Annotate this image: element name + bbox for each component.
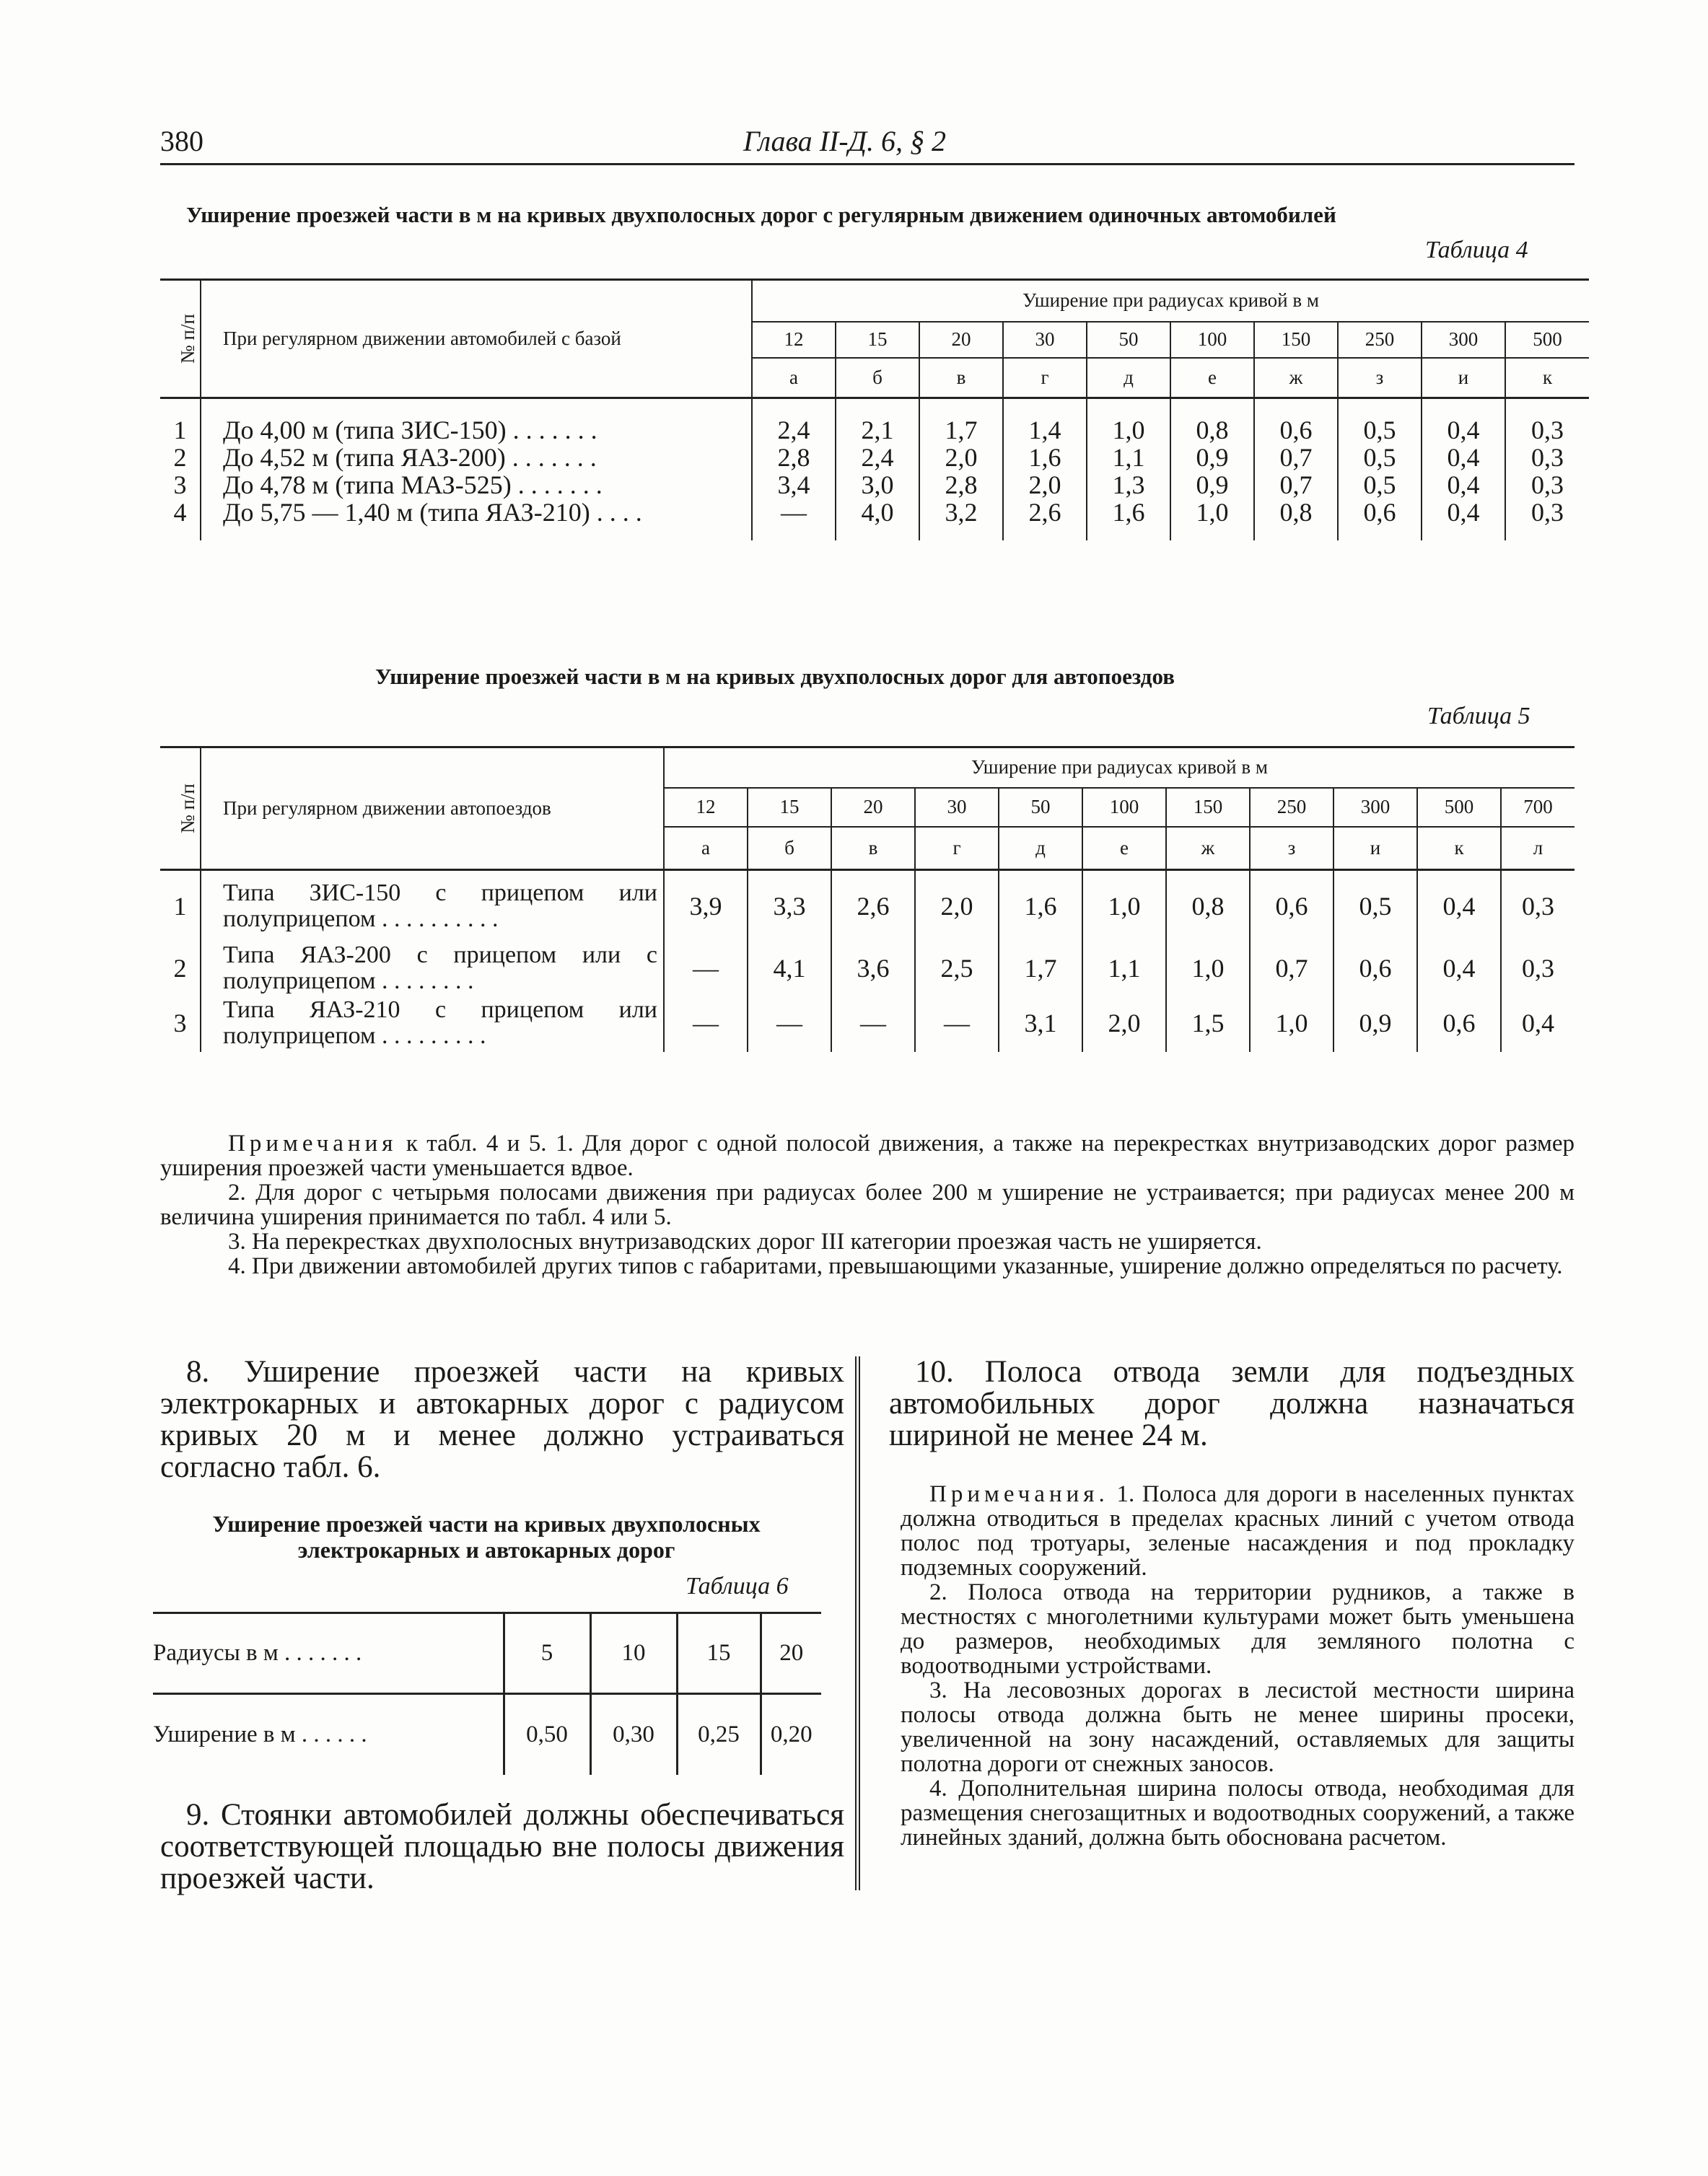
t4-row: [160, 471, 1589, 499]
table4-group-header: Уширение при радиусах кривой в м: [752, 280, 1589, 322]
t5-row-value: 3,1: [999, 994, 1082, 1052]
running-head: Глава II-Д. 6, § 2: [743, 125, 947, 157]
t4-row-value: 0,8: [1170, 398, 1254, 444]
table4: [160, 278, 1589, 540]
para-9: 9. Стоянки автомобилей должны обеспечиваться соответствующей площадью вне полосы движения проезжей части.: [160, 1798, 844, 1895]
t4-letter-header: е: [1170, 358, 1254, 398]
t5-row-value: 4,1: [748, 942, 831, 994]
t4-letter-header: и: [1422, 358, 1505, 398]
notes45-p1: [160, 1131, 1575, 1180]
t5-row-value: 0,4: [1417, 942, 1501, 994]
table6-widening-value: 0,20: [761, 1694, 821, 1775]
t5-row-value: 0,4: [1501, 994, 1575, 1052]
t4-letter-header: к: [1505, 358, 1589, 398]
t5-row-value: 0,6: [1417, 994, 1501, 1052]
t4-row-value: 3,2: [919, 499, 1003, 540]
column-separator: [855, 1356, 860, 1890]
t4-row-value: 1,0: [1170, 499, 1254, 540]
t4-row-value: 0,5: [1338, 444, 1422, 471]
t4-row-number: 4: [173, 498, 187, 527]
t5-row-value: —: [915, 994, 999, 1052]
t4-row-value: 1,3: [1087, 471, 1170, 499]
right-note-1-text: 1. Полоса для дороги в населенных пунктах должна отводиться в пределах красных линий с учетом отвода полос под тротуары, зеленые насаждения и под прокладку подземных сооружений.: [901, 1481, 1575, 1581]
t5-row-value: 0,4: [1417, 870, 1501, 942]
t4-radius-header: 250: [1338, 322, 1422, 358]
t5-row-number: 3: [173, 1008, 187, 1037]
t4-row-value: 1,6: [1003, 444, 1087, 471]
t4-row-value: 0,4: [1422, 499, 1505, 540]
table6-widening-label: Уширение в м . . . . . .: [153, 1721, 367, 1747]
t5-row: [160, 942, 1575, 994]
t5-row-value: —: [664, 994, 748, 1052]
para-10: 10. Полоса отвода земли для подъездных автомобильных дорог должна назначаться шириной не менее 24 м.: [889, 1355, 1575, 1452]
table4-title: Уширение проезжей части в м на кривых двухполосных дорог с регулярным движением одиночных автомобилей: [186, 202, 1336, 227]
t5-row-value: 0,3: [1501, 942, 1575, 994]
t4-row-value: 2,0: [919, 444, 1003, 471]
t5-row-value: 1,5: [1166, 994, 1250, 1052]
t4-radius-header: 150: [1254, 322, 1338, 358]
t4-letter-header: а: [752, 358, 836, 398]
t4-row-value: 0,3: [1505, 471, 1589, 499]
notes45-p1-text: к табл. 4 и 5. 1. Для дорог с одной полосой движения, а также на перекрестках внутризаводских дорог размер уширения проезжей части уменьшается вдвое.: [160, 1131, 1575, 1181]
t5-letter-header: и: [1333, 827, 1417, 870]
table4-num-header: № п/п: [160, 280, 201, 398]
t4-row-number: 3: [173, 470, 187, 499]
header-rule: [160, 163, 1575, 165]
t5-row-value: 1,6: [999, 870, 1082, 942]
t5-letter-header: в: [831, 827, 915, 870]
t5-row-value: 2,0: [915, 870, 999, 942]
table6-widening-value: 0,25: [677, 1694, 761, 1775]
table5-label: Таблица 5: [1427, 703, 1530, 729]
t4-row-value: 2,4: [836, 444, 919, 471]
table5-group-header: Уширение при радиусах кривой в м: [664, 747, 1575, 788]
right-note-2: 2. Полоса отвода на территории рудников, а также в местностях с многолетними культурами может быть уменьшена до размеров, необходимых для земляного полотна с водоотводными устройствами.: [901, 1579, 1575, 1679]
t4-letter-header: г: [1003, 358, 1087, 398]
t5-radius-header: 700: [1501, 788, 1575, 827]
t4-row-value: 4,0: [836, 499, 919, 540]
right-column-notes: [901, 1482, 1575, 1850]
table4-desc-header: При регулярном движении автомобилей с базой: [201, 280, 752, 398]
table5: [160, 746, 1575, 1052]
t4-row-value: 0,4: [1422, 471, 1505, 499]
table5-desc-header: При регулярном движении автопоездов: [201, 747, 664, 870]
t5-row-value: 1,7: [999, 942, 1082, 994]
t4-row-value: 1,4: [1003, 398, 1087, 444]
t4-row-value: 3,4: [752, 471, 836, 499]
t4-letter-header: ж: [1254, 358, 1338, 398]
t4-row-value: 2,1: [836, 398, 919, 444]
notes-tables-4-5: [160, 1131, 1575, 1278]
t5-radius-header: 250: [1250, 788, 1333, 827]
t4-radius-header: 20: [919, 322, 1003, 358]
right-note-3: 3. На лесовозных дорогах в лесистой местности ширина полосы отвода должна быть не менее ширины просеки, увеличенной на зону насаждений, оставляемых для защиты полотна дороги от снежных заносов.: [901, 1677, 1575, 1777]
t4-row-value: 0,7: [1254, 471, 1338, 499]
t4-radius-header: 500: [1505, 322, 1589, 358]
para-8: 8. Уширение проезжей части на кривых электрокарных и автокарных дорог с радиусом кривых 20 м и менее должно устраиваться согласно табл. 6.: [160, 1355, 844, 1484]
t5-row-value: 0,3: [1501, 870, 1575, 942]
t4-radius-header: 100: [1170, 322, 1254, 358]
t4-row-number: 1: [173, 416, 187, 444]
t4-row-value: 2,4: [752, 398, 836, 444]
table5-title: Уширение проезжей части в м на кривых двухполосных дорог для автопоездов: [375, 664, 1175, 689]
t4-row-description: До 5,75 — 1,40 м (типа ЯАЗ-210) . . . .: [201, 499, 752, 540]
left-column-para-9: [160, 1799, 844, 1895]
t5-radius-header: 150: [1166, 788, 1250, 827]
t4-row-value: 2,6: [1003, 499, 1087, 540]
t4-row-value: 1,6: [1087, 499, 1170, 540]
t5-radius-header: 12: [664, 788, 748, 827]
t4-letter-header: б: [836, 358, 919, 398]
t5-radius-header: 50: [999, 788, 1082, 827]
right-note-4: 4. Дополнительная ширина полосы отвода, необходимая для размещения снегозащитных и водоотводных сооружений, а также линейных зданий, должна быть обоснована расчетом.: [901, 1776, 1575, 1851]
table6: [153, 1612, 821, 1775]
t4-row-value: 0,9: [1170, 444, 1254, 471]
t5-row-value: 3,6: [831, 942, 915, 994]
t5-row-value: 3,3: [748, 870, 831, 942]
t4-row-description: До 4,52 м (типа ЯАЗ-200) . . . . . . .: [201, 444, 752, 471]
table6-radii-label: Радиусы в м . . . . . . .: [153, 1613, 504, 1694]
table6-radius-value: 20: [761, 1613, 821, 1694]
t5-letter-header: е: [1082, 827, 1166, 870]
t5-row: [160, 870, 1575, 942]
t4-radius-header: 50: [1087, 322, 1170, 358]
t5-row-number: 2: [173, 953, 187, 983]
t4-row-description: До 4,00 м (типа ЗИС-150) . . . . . . .: [201, 398, 752, 444]
t4-letter-header: в: [919, 358, 1003, 398]
t5-row: [160, 994, 1575, 1052]
table5-num-header: № п/п: [160, 747, 201, 870]
t4-row-value: 0,4: [1422, 398, 1505, 444]
t4-row-value: 0,5: [1338, 471, 1422, 499]
t5-radius-header: 300: [1333, 788, 1417, 827]
t4-row-value: 0,7: [1254, 444, 1338, 471]
t4-radius-header: 12: [752, 322, 836, 358]
t5-row-value: 1,0: [1082, 870, 1166, 942]
t5-radius-header: 30: [915, 788, 999, 827]
t4-row-value: 2,8: [919, 471, 1003, 499]
table6-radius-value: 5: [504, 1613, 590, 1694]
table6-widening-value: 0,30: [590, 1694, 677, 1775]
t5-letter-header: к: [1417, 827, 1501, 870]
table6-title: Уширение проезжей части на кривых двухполосных электрокарных и автокарных дорог: [212, 1511, 761, 1563]
t5-row-value: 2,0: [1082, 994, 1166, 1052]
t4-radius-header: 30: [1003, 322, 1087, 358]
table4-label: Таблица 4: [1425, 237, 1528, 263]
t4-row-value: 2,8: [752, 444, 836, 471]
right-column-para-10: [889, 1356, 1575, 1452]
t5-row-value: —: [748, 994, 831, 1052]
notes45-p2: 2. Для дорог с четырьмя полосами движения при радиусах более 200 м уширение не устраивается; при радиусах менее 200 м величина уширения принимается по табл. 4 или 5.: [160, 1180, 1575, 1230]
notes45-p3: 3. На перекрестках двухполосных внутризаводских дорог III категории проезжая часть не уширяется.: [228, 1229, 1262, 1255]
t4-radius-header: 15: [836, 322, 919, 358]
t5-row-value: 0,6: [1333, 942, 1417, 994]
notes45-lead: Примечания: [228, 1131, 398, 1157]
t5-row-value: —: [664, 942, 748, 994]
t4-row-value: 0,6: [1254, 398, 1338, 444]
t5-row-value: 0,6: [1250, 870, 1333, 942]
t4-row-value: 0,4: [1422, 444, 1505, 471]
t5-row-description: Типа ЯАЗ-200 с прицепом или с полуприцепом . . . . . . . .: [201, 942, 664, 994]
t5-row-description: Типа ЯАЗ-210 с прицепом или полуприцепом . . . . . . . . .: [201, 994, 664, 1052]
t4-row: [160, 499, 1589, 540]
page-number: 380: [160, 125, 203, 157]
t5-row-value: 0,8: [1166, 870, 1250, 942]
t5-radius-header: 100: [1082, 788, 1166, 827]
t5-radius-header: 15: [748, 788, 831, 827]
t4-row-value: 0,9: [1170, 471, 1254, 499]
t5-row-value: 2,5: [915, 942, 999, 994]
left-column-para-8: [160, 1356, 844, 1483]
t4-row-value: 1,1: [1087, 444, 1170, 471]
t4-row-value: 0,3: [1505, 398, 1589, 444]
t4-row-value: 0,3: [1505, 499, 1589, 540]
table6-label: Таблица 6: [686, 1573, 789, 1600]
table6-radius-value: 15: [677, 1613, 761, 1694]
t4-radius-header: 300: [1422, 322, 1505, 358]
t4-row-value: 0,5: [1338, 398, 1422, 444]
t4-row: [160, 444, 1589, 471]
t5-row-value: 1,0: [1166, 942, 1250, 994]
t5-row-value: 1,0: [1250, 994, 1333, 1052]
t5-letter-header: д: [999, 827, 1082, 870]
t5-radius-header: 20: [831, 788, 915, 827]
notes45-p4: 4. При движении автомобилей других типов с габаритами, превышающими указанные, уширение должно определяться по расчету.: [228, 1253, 1563, 1279]
t4-row-value: 2,0: [1003, 471, 1087, 499]
t4-row-value: 0,8: [1254, 499, 1338, 540]
t4-row-value: 1,0: [1087, 398, 1170, 444]
t4-letter-header: д: [1087, 358, 1170, 398]
t4-row-value: 3,0: [836, 471, 919, 499]
t5-row-value: 1,1: [1082, 942, 1166, 994]
t5-letter-header: ж: [1166, 827, 1250, 870]
right-notes-lead: Примечания.: [929, 1481, 1109, 1507]
t5-letter-header: а: [664, 827, 748, 870]
t4-row-value: 0,3: [1505, 444, 1589, 471]
t4-row-description: До 4,78 м (типа МАЗ-525) . . . . . . .: [201, 471, 752, 499]
t4-row-value: —: [752, 499, 836, 540]
t4-row-value: 1,7: [919, 398, 1003, 444]
t4-row-value: 0,6: [1338, 499, 1422, 540]
t5-row-value: 0,9: [1333, 994, 1417, 1052]
t5-radius-header: 500: [1417, 788, 1501, 827]
table6-widening-value: 0,50: [504, 1694, 590, 1775]
table6-radius-value: 10: [590, 1613, 677, 1694]
t4-row-number: 2: [173, 443, 187, 472]
t5-letter-header: г: [915, 827, 999, 870]
t4-row: [160, 398, 1589, 444]
t5-letter-header: л: [1501, 827, 1575, 870]
right-note-1: [901, 1482, 1575, 1580]
t5-row-number: 1: [173, 892, 187, 921]
t4-letter-header: з: [1338, 358, 1422, 398]
t5-letter-header: з: [1250, 827, 1333, 870]
t5-row-description: Типа ЗИС-150 с прицепом или полуприцепом . . . . . . . . . .: [201, 870, 664, 942]
t5-letter-header: б: [748, 827, 831, 870]
t5-row-value: 0,7: [1250, 942, 1333, 994]
t5-row-value: 0,5: [1333, 870, 1417, 942]
t5-row-value: 2,6: [831, 870, 915, 942]
t5-row-value: 3,9: [664, 870, 748, 942]
t5-row-value: —: [831, 994, 915, 1052]
